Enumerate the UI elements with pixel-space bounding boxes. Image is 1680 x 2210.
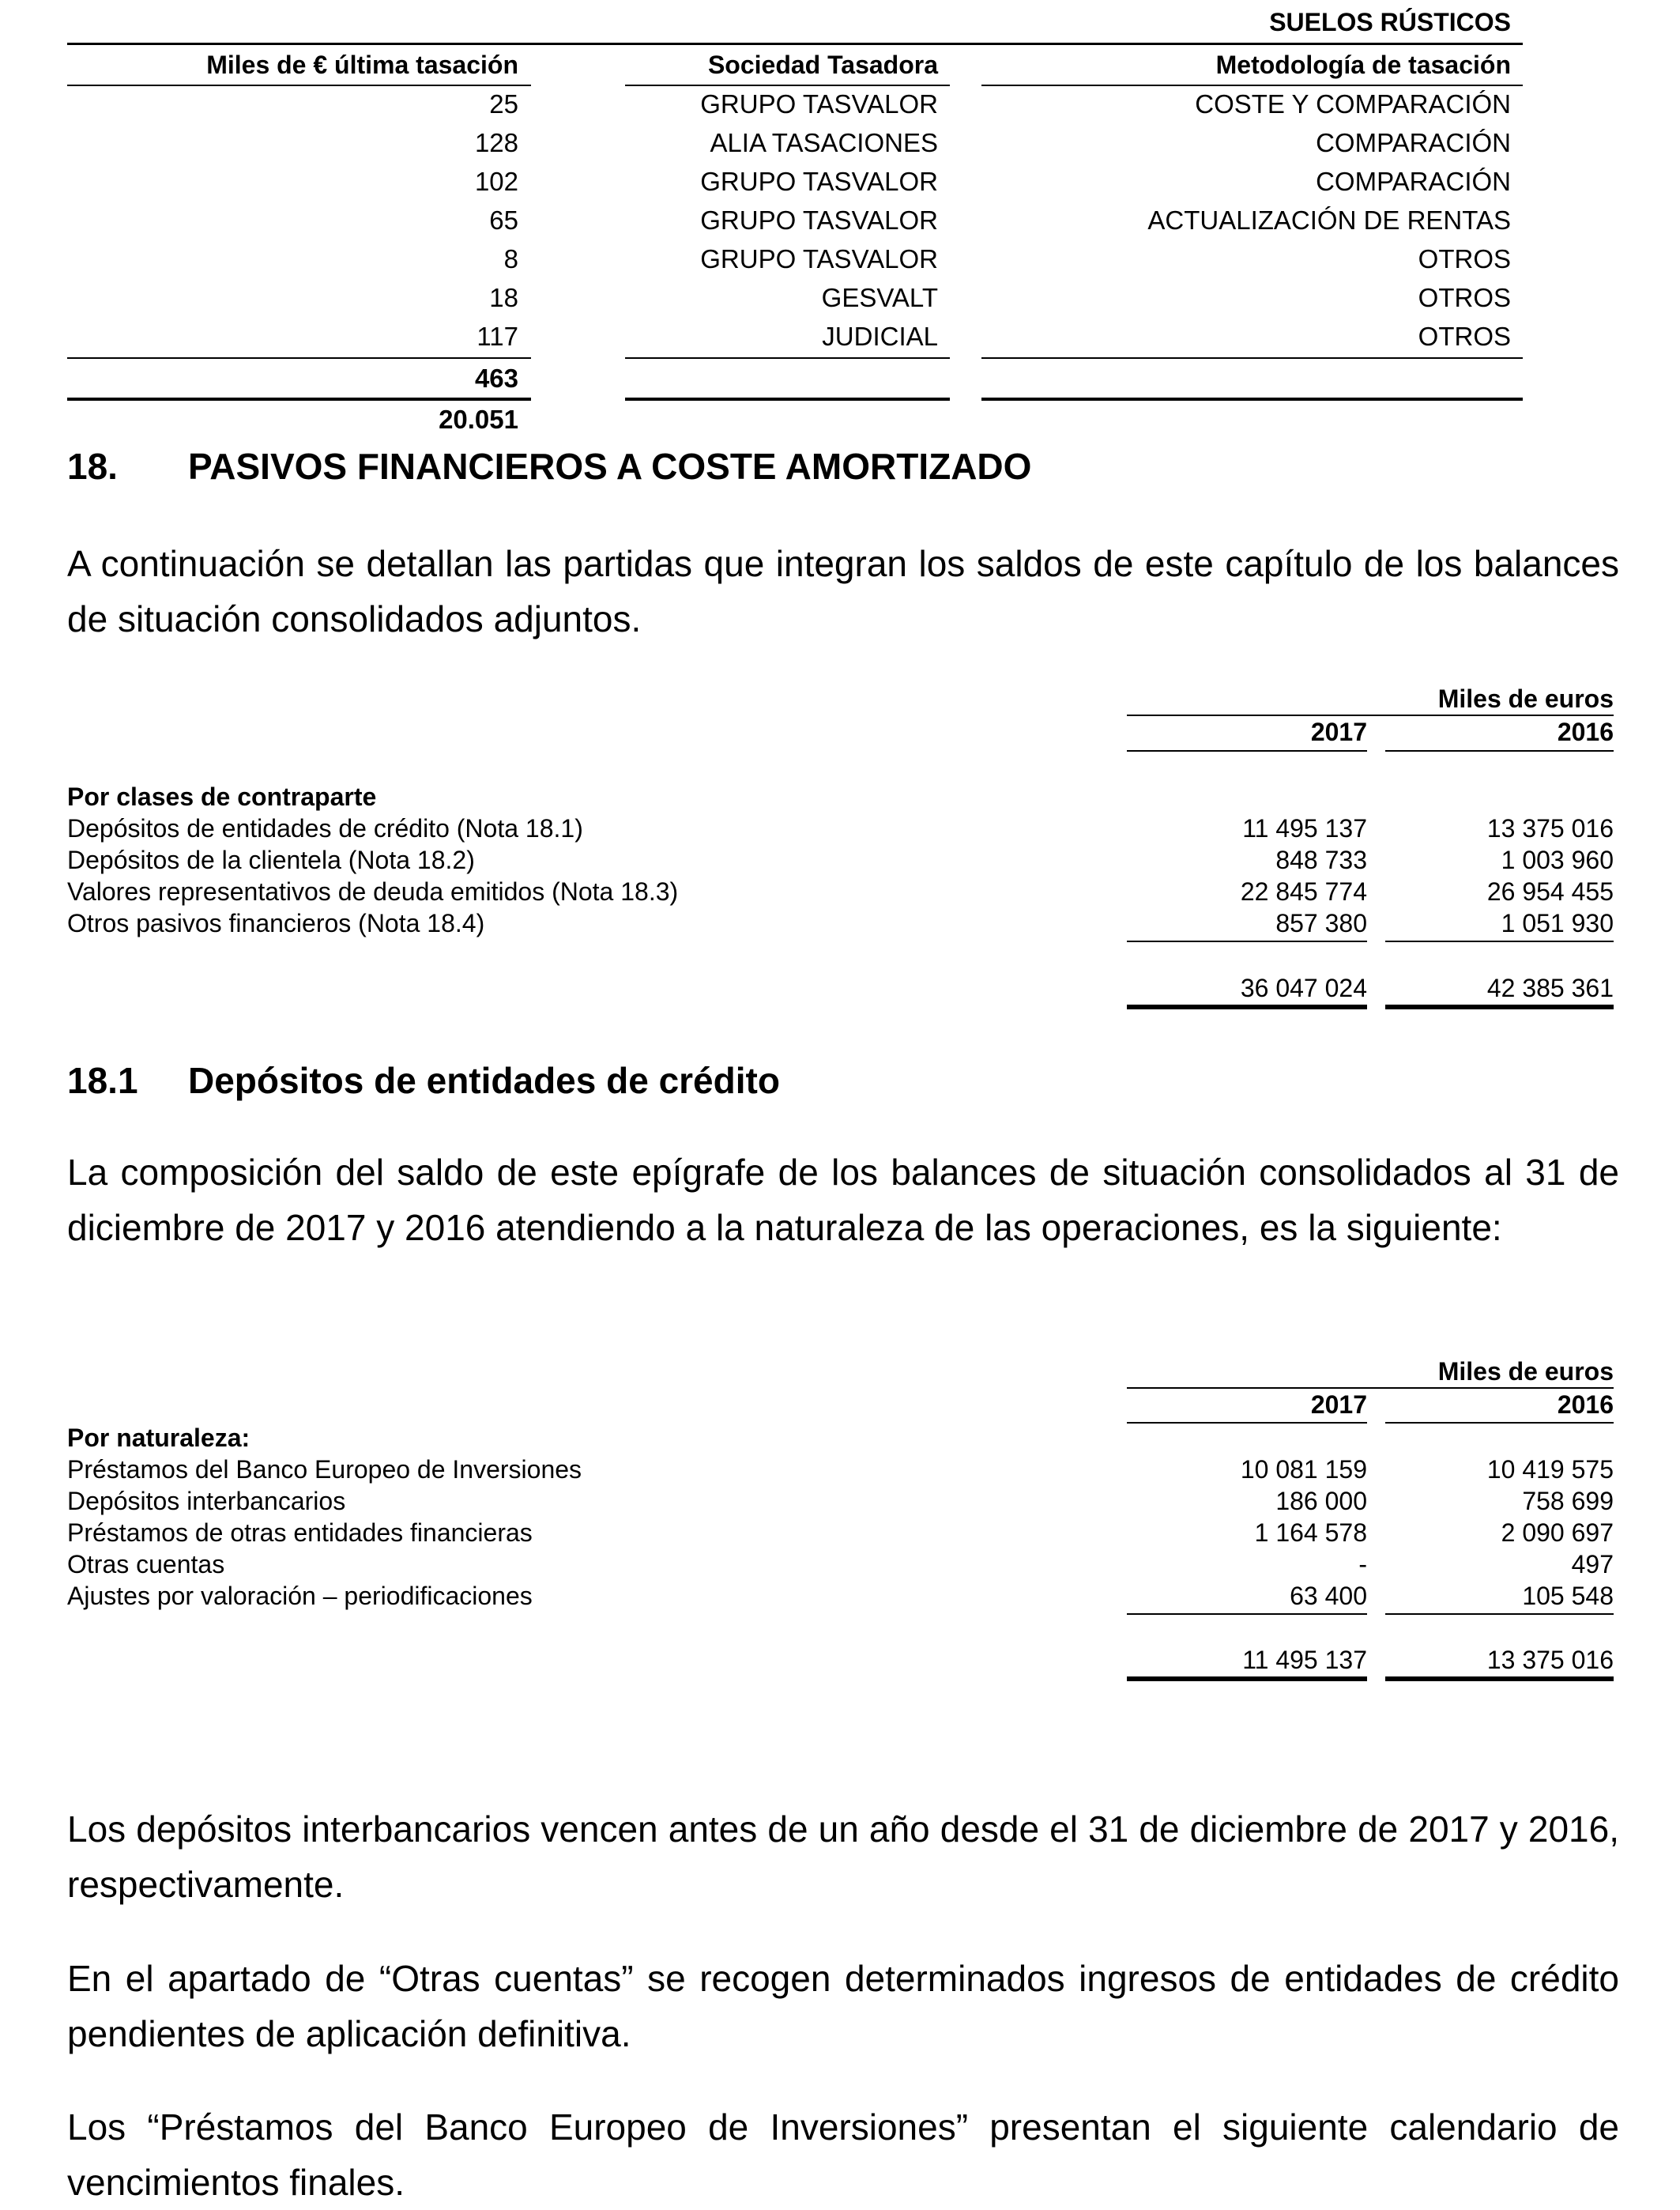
divider xyxy=(981,85,1523,86)
section-intro: A continuación se detallan las partidas que integran los saldos de este capítulo de los balances de situación consolidados adjuntos. xyxy=(67,543,1619,639)
divider xyxy=(67,398,531,401)
column-header: Sociedad Tasadora xyxy=(707,51,938,79)
appraisal-method: OTROS xyxy=(1418,322,1511,351)
appraisal-value: 102 xyxy=(474,167,518,196)
appraisal-company: GESVALT xyxy=(821,283,938,312)
year-header: 2016 xyxy=(1557,1390,1614,1419)
row-label: Depósitos de entidades de crédito (Nota 18.1) xyxy=(67,814,583,843)
value-2016: 26 954 455 xyxy=(1486,877,1614,906)
value-2016: 105 548 xyxy=(1522,1582,1614,1610)
paragraph: En el apartado de “Otras cuentas” se recogen determinados ingresos de entidades de crédito pendientes de aplicación definitiva. xyxy=(67,1958,1619,2054)
appraisal-method: OTROS xyxy=(1418,283,1511,312)
divider xyxy=(1385,1422,1614,1424)
appraisal-value: 65 xyxy=(489,206,518,235)
value-2016: 10 419 575 xyxy=(1486,1455,1614,1484)
divider xyxy=(1385,1613,1614,1615)
value-2017: 22 845 774 xyxy=(1240,877,1367,906)
appraisal-value: 128 xyxy=(474,128,518,157)
section-number: 18. xyxy=(67,446,118,487)
divider xyxy=(1127,941,1367,942)
appraisal-company: GRUPO TASVALOR xyxy=(700,89,938,119)
year-header: 2016 xyxy=(1557,718,1614,746)
divider xyxy=(1127,1676,1367,1681)
appraisal-method: COSTE Y COMPARACIÓN xyxy=(1195,89,1511,119)
year-header: 2017 xyxy=(1310,1390,1367,1419)
group-label: Por clases de contraparte xyxy=(67,783,377,811)
row-label: Ajustes por valoración – periodificaciones xyxy=(67,1582,533,1610)
divider xyxy=(1385,1676,1614,1681)
divider xyxy=(1127,750,1367,752)
divider xyxy=(1127,715,1614,716)
appraisal-value: 8 xyxy=(503,244,518,273)
value-2016: 758 699 xyxy=(1522,1487,1614,1515)
value-2017: 186 000 xyxy=(1275,1487,1367,1515)
divider xyxy=(625,85,950,86)
divider xyxy=(67,43,1523,45)
appraisal-company: GRUPO TASVALOR xyxy=(700,206,938,235)
total-value: 20.051 xyxy=(439,405,518,434)
year-header: 2017 xyxy=(1310,718,1367,746)
row-label: Préstamos de otras entidades financieras xyxy=(67,1518,533,1547)
group-label: Por naturaleza: xyxy=(67,1424,250,1452)
value-2016: 1 003 960 xyxy=(1501,846,1614,874)
divider xyxy=(1127,1422,1367,1424)
appraisal-value: 18 xyxy=(489,283,518,312)
appraisal-company: GRUPO TASVALOR xyxy=(700,167,938,196)
divider xyxy=(67,85,531,86)
appraisal-value: 117 xyxy=(477,322,518,351)
row-label: Valores representativos de deuda emitidos (Nota 18.3) xyxy=(67,877,679,906)
unit-label: Miles de euros xyxy=(1437,684,1614,713)
appraisal-method: COMPARACIÓN xyxy=(1316,167,1511,196)
row-label: Depósitos interbancarios xyxy=(67,1487,346,1515)
divider xyxy=(1385,750,1614,752)
divider xyxy=(67,357,531,359)
divider xyxy=(625,357,950,359)
divider xyxy=(1127,1005,1367,1009)
appraisal-company: GRUPO TASVALOR xyxy=(700,244,938,273)
appraisal-value: 25 xyxy=(489,89,518,119)
unit-label: Miles de euros xyxy=(1437,1357,1614,1386)
value-2017: 857 380 xyxy=(1275,909,1367,937)
section-intro: La composición del saldo de este epígrafe de los balances de situación consolidados al 31 de diciembre de 2017 y 2016 atendiendo a la naturaleza de las operaciones, es la siguiente: xyxy=(67,1152,1619,1248)
divider xyxy=(1385,1005,1614,1009)
column-header: Metodología de tasación xyxy=(1215,51,1511,79)
value-2017: 63 400 xyxy=(1290,1582,1367,1610)
value-2016: 497 xyxy=(1571,1550,1614,1578)
column-header: Miles de € última tasación xyxy=(206,51,518,79)
divider xyxy=(625,398,950,401)
divider xyxy=(981,357,1523,359)
value-2016: 1 051 930 xyxy=(1501,909,1614,937)
total-2017: 36 047 024 xyxy=(1240,974,1367,1002)
table-group-title: SUELOS RÚSTICOS xyxy=(1269,8,1511,36)
row-label: Otras cuentas xyxy=(67,1550,225,1578)
total-2016: 13 375 016 xyxy=(1486,1646,1614,1674)
row-label: Depósitos de la clientela (Nota 18.2) xyxy=(67,846,475,874)
total-2017: 11 495 137 xyxy=(1242,1646,1367,1674)
value-2017: 11 495 137 xyxy=(1242,814,1367,843)
appraisal-company: ALIA TASACIONES xyxy=(710,128,938,157)
divider xyxy=(1127,1387,1614,1389)
value-2017: - xyxy=(1358,1550,1367,1578)
value-2017: 1 164 578 xyxy=(1254,1518,1367,1547)
section-title: Depósitos de entidades de crédito xyxy=(188,1060,780,1101)
divider xyxy=(981,398,1523,401)
row-label: Préstamos del Banco Europeo de Inversiones xyxy=(67,1455,582,1484)
value-2017: 10 081 159 xyxy=(1240,1455,1367,1484)
divider xyxy=(1385,941,1614,942)
paragraph: Los “Préstamos del Banco Europeo de Inversiones” presentan el siguiente calendario de vencimientos finales. xyxy=(67,2106,1619,2203)
total-2016: 42 385 361 xyxy=(1486,974,1614,1002)
value-2016: 13 375 016 xyxy=(1486,814,1614,843)
appraisal-method: OTROS xyxy=(1418,244,1511,273)
row-label: Otros pasivos financieros (Nota 18.4) xyxy=(67,909,485,937)
subtotal-value: 463 xyxy=(474,364,518,393)
section-number: 18.1 xyxy=(67,1060,138,1101)
value-2016: 2 090 697 xyxy=(1501,1518,1614,1547)
divider xyxy=(1127,1613,1367,1615)
appraisal-method: COMPARACIÓN xyxy=(1316,128,1511,157)
value-2017: 848 733 xyxy=(1275,846,1367,874)
appraisal-company: JUDICIAL xyxy=(822,322,938,351)
section-title: PASIVOS FINANCIEROS A COSTE AMORTIZADO xyxy=(188,446,1032,487)
appraisal-method: ACTUALIZACIÓN DE RENTAS xyxy=(1147,206,1511,235)
paragraph: Los depósitos interbancarios vencen antes de un año desde el 31 de diciembre de 2017 y 2016, respectivamente. xyxy=(67,1808,1619,1905)
